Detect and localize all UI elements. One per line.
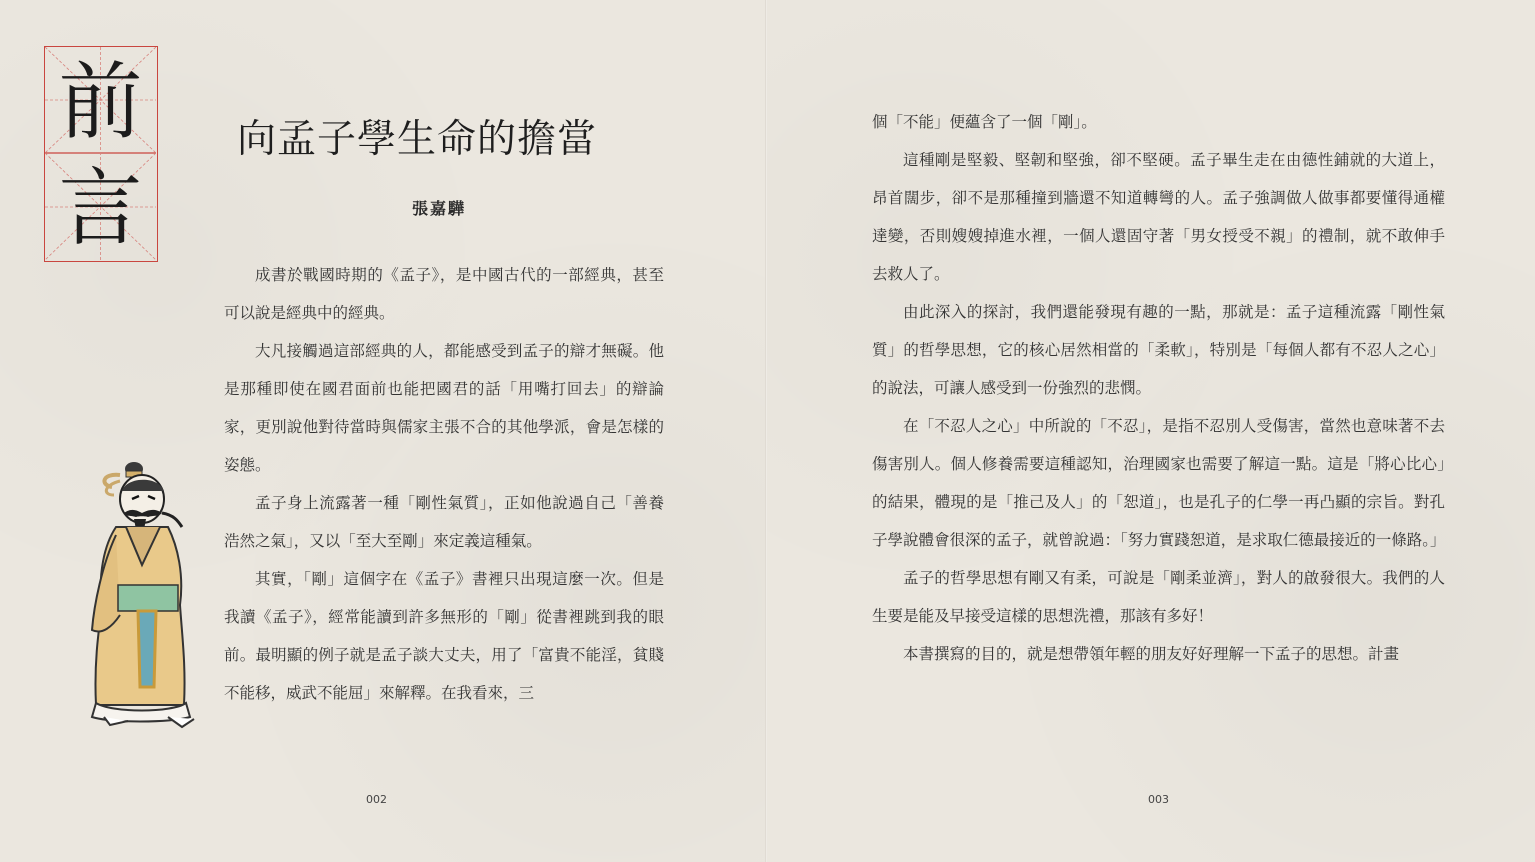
chapter-title: 向孟子學生命的擔當: [237, 117, 598, 162]
left-page: [0, 0, 765, 862]
section-label-grid: [44, 46, 158, 262]
left-body-text: [224, 256, 664, 712]
author-name: 張嘉驊: [412, 199, 467, 218]
paragraph: 大凡接觸過這部經典的人，都能感受到孟子的辯才無礙。他是那種即使在國君面前也能把國君的話「用嘴打回去」的辯論家，更別說他對待當時與儒家主張不合的其他學派，會是怎樣的姿態。: [224, 342, 664, 474]
paragraph: 成書於戰國時期的《孟子》，是中國古代的一部經典，甚至可以說是經典中的經典。: [224, 266, 664, 322]
page-number: 002: [366, 793, 387, 806]
paragraph: 其實，「剛」這個字在《孟子》書裡只出現這麼一次。但是我讀《孟子》，經常能讀到許多無形的「剛」從書裡跳到我的眼前。最明顯的例子就是孟子談大丈夫，用了「富貴不能淫，貧賤不能移，威武不能屈」來解釋。在我看來，三: [224, 570, 664, 702]
paragraph: 孟子的哲學思想有剛又有柔，可說是「剛柔並濟」，對人的啟發很大。我們的人生要是能及早接受這樣的思想洗禮，那該有多好！: [872, 569, 1445, 625]
mencius-figure-icon: [82, 455, 212, 733]
right-body-text: [872, 103, 1445, 673]
paragraph: 個「不能」便蘊含了一個「剛」。: [872, 113, 1097, 131]
paragraph: 這種剛是堅毅、堅韌和堅強，卻不堅硬。孟子畢生走在由德性鋪就的大道上，昂首闊步，卻不是那種撞到牆還不知道轉彎的人。孟子強調做人做事都要懂得通權達變，否則嫂嫂掉進水裡，一個人還固守著「男女授受不親」的禮制，就不敢伸手去救人了。: [872, 151, 1445, 283]
section-label-char-2: 言: [58, 159, 143, 257]
paragraph: 在「不忍人之心」中所說的「不忍」，是指不忍別人受傷害，當然也意味著不去傷害別人。個人修養需要這種認知，治理國家也需要了解這一點。這是「將心比心」的結果，體現的是「推己及人」的「恕道」，也是孔子的仁學一再凸顯的宗旨。對孔子學說體會很深的孟子，就曾說過：「努力實踐恕道，是求取仁德最接近的一條路。」: [872, 417, 1446, 549]
paragraph: 由此深入的探討，我們還能發現有趣的一點，那就是：孟子這種流露「剛性氣質」的哲學思想，它的核心居然相當的「柔軟」，特別是「每個人都有不忍人之心」的說法，可讓人感受到一份強烈的悲憫。: [872, 303, 1445, 397]
page-number: 003: [1148, 793, 1169, 806]
section-label-char-1: 前: [58, 53, 143, 151]
paragraph: 本書撰寫的目的，就是想帶領年輕的朋友好好理解一下孟子的思想。計畫: [903, 645, 1400, 663]
paragraph: 孟子身上流露著一種「剛性氣質」，正如他說過自己「善養浩然之氣」，又以「至大至剛」來定義這種氣。: [224, 494, 664, 550]
